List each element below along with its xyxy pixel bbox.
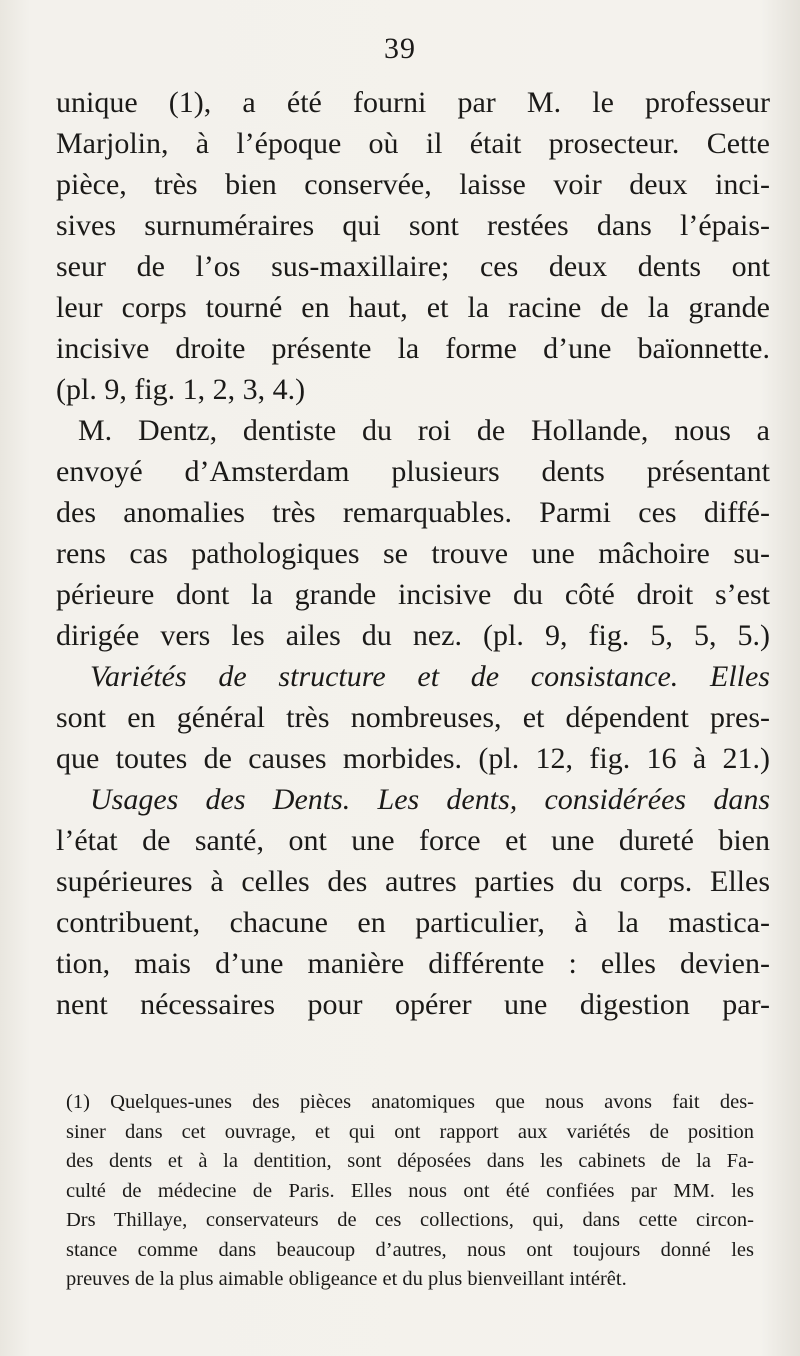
text-line: envoyé d’Amsterdam plusieurs dents présentant xyxy=(56,455,770,488)
page-number: 39 xyxy=(384,32,416,65)
text-line: pièce, très bien conservée, laisse voir deux inci- xyxy=(56,168,770,201)
text-line: (pl. 9, fig. 1, 2, 3, 4.) xyxy=(56,373,306,406)
text-line: périeure dont la grande incisive du côté droit s’est xyxy=(56,578,770,611)
footnote-line: preuves de la plus aimable obligeance et du plus bienveillant intérêt. xyxy=(66,1268,627,1290)
text-line: leur corps tourné en haut, et la racine de la grande xyxy=(56,291,770,324)
footnote-line: des dents et à la dentition, sont déposées dans les cabinets de la Fa- xyxy=(66,1150,754,1172)
footnote-line: stance comme dans beaucoup d’autres, nous ont toujours donné les xyxy=(66,1238,754,1261)
footnote-line: Drs Thillaye, conservateurs de ces collections, qui, dans cette circon- xyxy=(66,1209,754,1231)
text-line: dirigée vers les ailes du nez. (pl. 9, fig. 5, 5, 5.) xyxy=(56,619,770,652)
text-line: des anomalies très remarquables. Parmi ces diffé- xyxy=(56,496,770,529)
text-line: Variétés de structure et de consistance. Elles xyxy=(90,660,770,693)
footnote-line: culté de médecine de Paris. Elles nous ont été confiées par MM. les xyxy=(66,1179,754,1202)
text-line: tion, mais d’une manière différente : elles devien- xyxy=(56,947,770,980)
text-line: seur de l’os sus-maxillaire; ces deux dents ont xyxy=(56,250,770,283)
footnote-line: (1) Quelques-unes des pièces anatomiques que nous avons fait des- xyxy=(66,1091,754,1113)
text-line: rens cas pathologiques se trouve une mâchoire su- xyxy=(56,537,770,570)
main-text xyxy=(56,82,770,1025)
footnote xyxy=(66,1088,754,1295)
text-line: supérieures à celles des autres parties du corps. Elles xyxy=(56,865,770,898)
text-line: l’état de santé, ont une force et une dureté bien xyxy=(56,824,770,857)
text-line: unique (1), a été fourni par M. le professeur xyxy=(56,86,770,119)
text-line: sont en général très nombreuses, et dépendent pres- xyxy=(56,701,770,734)
text-line: Usages des Dents. Les dents, considérées dans xyxy=(90,783,770,816)
text-line: Marjolin, à l’époque où il était prosecteur. Cette xyxy=(56,127,770,160)
footnote-line: siner dans cet ouvrage, et qui ont rapport aux variétés de position xyxy=(66,1120,754,1143)
text-line: nent nécessaires pour opérer une digestion par- xyxy=(56,988,770,1021)
text-line: incisive droite présente la forme d’une baïonnette. xyxy=(56,332,770,365)
text-line: que toutes de causes morbides. (pl. 12, fig. 16 à 21.) xyxy=(56,742,770,775)
text-line: sives surnuméraires qui sont restées dans l’épais- xyxy=(56,209,770,242)
text-line: contribuent, chacune en particulier, à la mastica- xyxy=(56,906,770,939)
text-line: M. Dentz, dentiste du roi de Hollande, nous a xyxy=(78,414,770,447)
